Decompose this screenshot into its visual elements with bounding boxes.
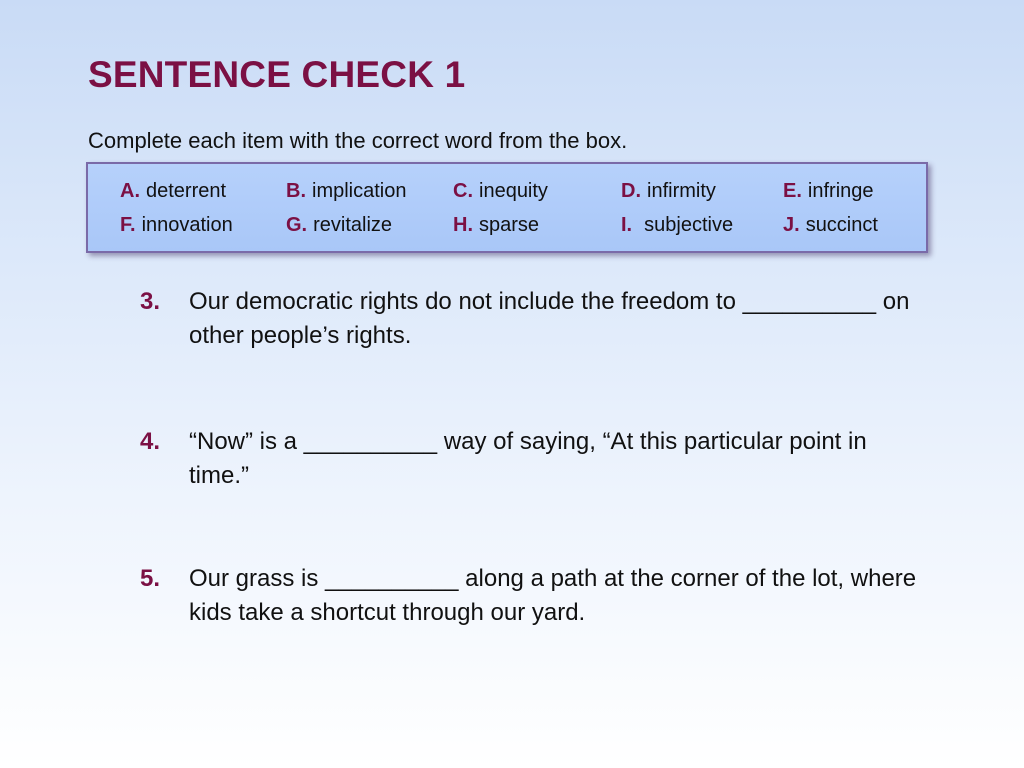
word-option-letter: H. — [453, 214, 473, 236]
word-option-d — [621, 180, 716, 203]
word-option-letter: F. — [120, 214, 136, 236]
word-option-word: subjective — [644, 214, 734, 236]
word-option-word: succinct — [805, 214, 878, 236]
word-option-letter: E. — [783, 180, 802, 202]
word-option-j — [783, 214, 878, 237]
word-option-b — [286, 180, 406, 203]
word-option-word: infringe — [807, 180, 874, 202]
instruction-text: Complete each item with the correct word from the box. — [88, 128, 628, 153]
question-text: Our democratic rights do not include the freedom to __________ on other people’s rights. — [189, 288, 910, 349]
word-option-letter: I. — [621, 214, 633, 236]
slide-title: SENTENCE CHECK 1 — [88, 54, 466, 95]
word-option-word: inequity — [479, 180, 548, 202]
question-number: 5. — [140, 565, 161, 592]
word-option-word: innovation — [141, 214, 233, 236]
question-number: 3. — [140, 288, 161, 315]
word-option-word: implication — [312, 180, 407, 202]
word-option-a — [120, 180, 226, 203]
word-option-word: sparse — [479, 214, 540, 236]
word-option-i — [621, 214, 733, 237]
word-option-word: revitalize — [313, 214, 393, 236]
word-option-letter: C. — [453, 180, 473, 202]
word-option-word: infirmity — [647, 180, 716, 202]
word-option-letter: A. — [120, 180, 140, 202]
word-option-letter: J. — [783, 214, 800, 236]
word-box — [86, 162, 928, 253]
word-option-letter: B. — [286, 180, 306, 202]
word-option-h — [453, 214, 539, 237]
word-option-letter: G. — [286, 214, 308, 236]
question-text: Our grass is __________ along a path at the corner of the lot, where kids take a shortcut through our yard. — [189, 565, 917, 626]
word-option-g — [286, 214, 392, 237]
word-option-word: deterrent — [146, 180, 227, 202]
question-text: “Now” is a __________ way of saying, “At this particular point in time.” — [189, 428, 867, 489]
question-number: 4. — [140, 428, 161, 455]
word-option-letter: D. — [621, 180, 641, 202]
word-option-f — [120, 214, 233, 237]
word-option-e — [783, 180, 874, 203]
word-option-c — [453, 180, 548, 203]
